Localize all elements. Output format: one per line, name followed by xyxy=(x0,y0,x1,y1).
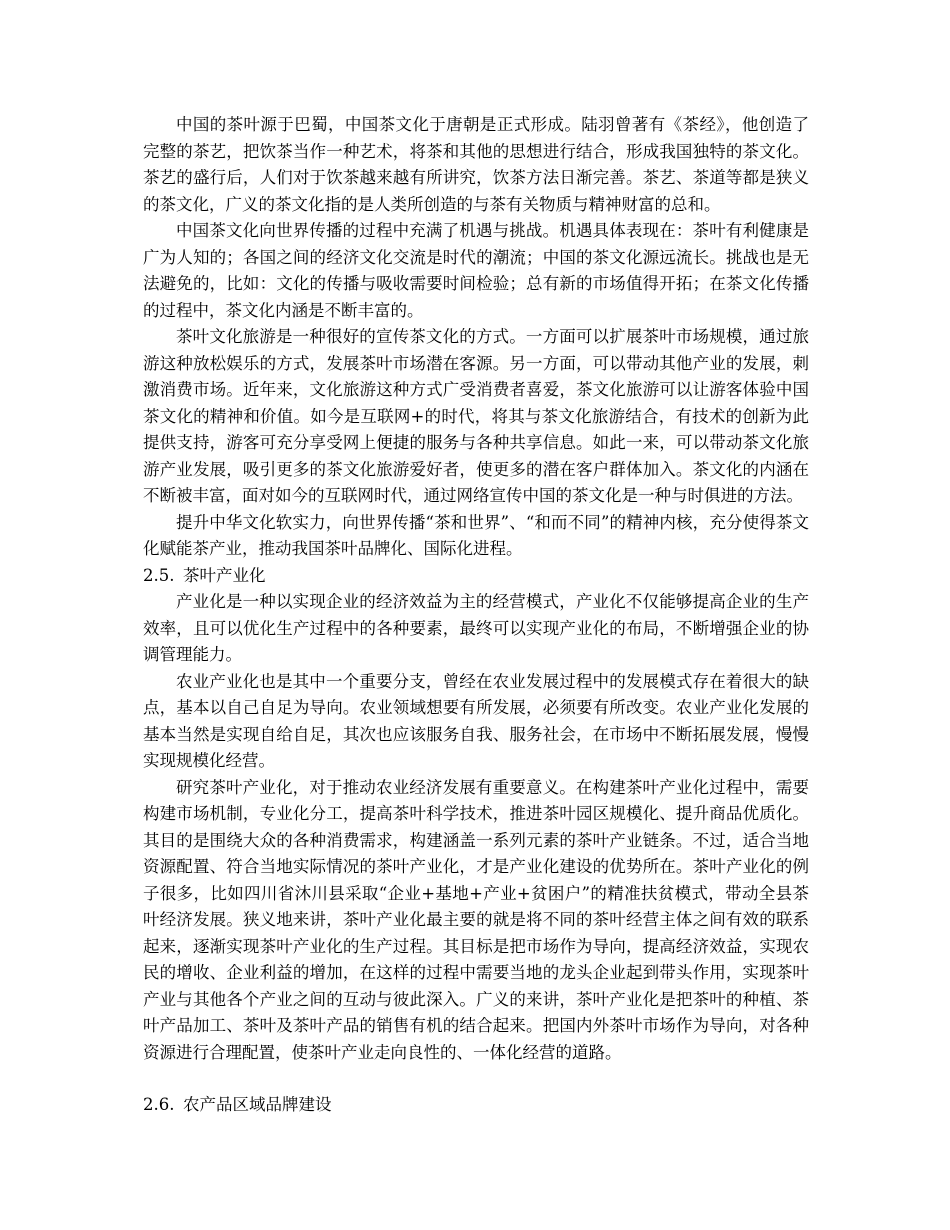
paragraph-soft-power: 提升中华文化软实力，向世界传播“茶和世界”、“和而不同”的精神内核，充分使得茶文化赋能茶产业，推动我国茶叶品牌化、国际化进程。 xyxy=(143,512,809,558)
section-spacer xyxy=(143,1066,809,1092)
document-page xyxy=(143,112,809,1119)
section-title: 茶叶产业化 xyxy=(183,565,266,585)
section-heading-2-5 xyxy=(143,563,809,590)
paragraph-industrialization: 产业化是一种以实现企业的经济效益为主的经营模式，产业化不仅能够提高企业的生产效率，且可以优化生产过程中的各种要素，最终可以实现产业化的布局，不断增强企业的协调管理能力。 xyxy=(143,592,809,664)
paragraph-agri-industrialization: 农业产业化也是其中一个重要分支，曾经在农业发展过程中的发展模式存在着很大的缺点，基本以自己自足为导向。农业领域想要有所发展，必须要有所改变。农业产业化发展的基本当然是实现自给自足，其次也应该服务自我、服务社会，在市场中不断拓展发展，慢慢实现规模化经营。 xyxy=(143,671,809,770)
paragraph-tea-industrialization: 研究茶叶产业化，对于推动农业经济发展有重要意义。在构建茶叶产业化过程中，需要构建市场机制，专业化分工，提高茶叶科学技术，推进茶叶园区规模化、提升商品优质化。其目的是围绕大众的各种消费需求，构建涵盖一系列元素的茶叶产业链条。不过，适合当地资源配置、符合当地实际情况的茶叶产业化，才是产业化建设的优势所在。茶叶产业化的例子很多，比如四川省沐川县采取“企业+基地+产业+贫困户”的精准扶贫模式，带动全县茶叶经济发展。狭义地来讲，茶叶产业化最主要的就是将不同的茶叶经营主体之间有效的联系起来，逐渐实现茶叶产业化的生产过程。其目标是把市场作为导向，提高经济效益，实现农民的增收、企业利益的增加，在这样的过程中需要当地的龙头企业起到带头作用，实现茶叶产业与其他各个产业之间的互动与彼此深入。广义的来讲，茶叶产业化是把茶叶的种植、茶叶产品加工、茶叶及茶叶产品的销售有机的结合起来。把国内外茶叶市场作为导向，对各种资源进行合理配置，使茶叶产业走向良性的、一体化经营的道路。 xyxy=(143,777,809,1062)
section-number: 2.6. xyxy=(143,1095,175,1114)
section-heading-2-6 xyxy=(143,1092,809,1119)
paragraph-tea-culture-spread: 中国茶文化向世界传播的过程中充满了机遇与挑战。机遇具体表现在：茶叶有利健康是广为人知的；各国之间的经济文化交流是时代的潮流；中国的茶文化源远流长。挑战也是无法避免的，比如：文化的传播与吸收需要时间检验；总有新的市场值得开拓；在茶文化传播的过程中，茶文化内涵是不断丰富的。 xyxy=(143,221,809,320)
section-title: 农产品区域品牌建设 xyxy=(183,1095,332,1114)
section-number: 2.5. xyxy=(143,565,175,585)
paragraph-tea-tourism: 茶叶文化旅游是一种很好的宣传茶文化的方式。一方面可以扩展茶叶市场规模，通过旅游这种放松娱乐的方式，发展茶叶市场潜在客源。另一方面，可以带动其他产业的发展，刺激消费市场。近年来，文化旅游这种方式广受消费者喜爱，茶文化旅游可以让游客体验中国茶文化的精神和价值。如今是互联网+的时代，将其与茶文化旅游结合，有技术的创新为此提供支持，游客可充分享受网上便捷的服务与各种共享信息。如此一来，可以带动茶文化旅游产业发展，吸引更多的茶文化旅游爱好者，使更多的潜在客户群体加入。茶文化的内涵在不断被丰富，面对如今的互联网时代，通过网络宣传中国的茶文化是一种与时俱进的方法。 xyxy=(143,327,809,505)
paragraph-tea-origin: 中国的茶叶源于巴蜀，中国茶文化于唐朝是正式形成。陆羽曾著有《茶经》，他创造了完整的茶艺，把饮茶当作一种艺术，将茶和其他的思想进行结合，形成我国独特的茶文化。茶艺的盛行后，人们对于饮茶越来越有所讲究，饮茶方法日渐完善。茶艺、茶道等都是狭义的茶文化，广义的茶文化指的是人类所创造的与茶有关物质与精神财富的总和。 xyxy=(143,115,809,214)
